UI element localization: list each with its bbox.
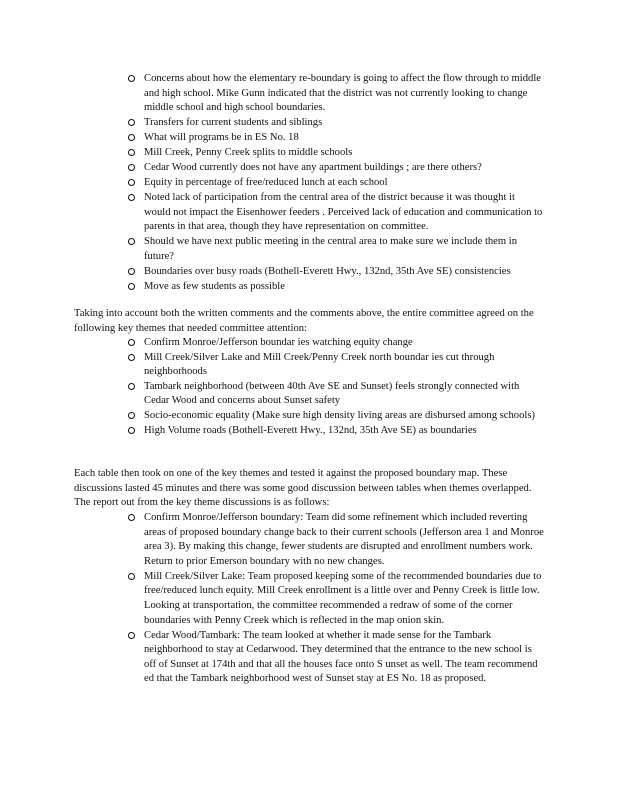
list-item: Confirm Monroe/Jefferson boundary: Team did some refinement which included reverting areas of proposed boundary change back to their current schools (Jefferson area 1 and Monroe area 3). By making this change, fewer students are disrupted and enrollment numbers work. Return to prior Emerson boundary with no new changes. — [144, 511, 544, 569]
bullet-icon — [128, 134, 135, 141]
list-item: Mill Creek/Silver Lake: Team proposed keeping some of the recommended boundaries due to free/reduced lunch equity. Mill Creek enrollment is a little over and Penny Creek is little low. Looking at transportation, the committee recommended a redraw of some of the corner boundaries with Penny Creek which is reflected in the map onion skin. — [144, 570, 544, 628]
bullet-icon — [128, 283, 135, 290]
bullet-icon — [128, 632, 135, 639]
list-item: Cedar Wood currently does not have any apartment buildings ; are there others? — [144, 161, 544, 176]
list-item: Socio-economic equality (Make sure high density living areas are disbursed among schools) — [144, 409, 544, 424]
list-item: Cedar Wood/Tambark: The team looked at whether it made sense for the Tambark neighborhood to stay at Cedarwood. They determined that the entrance to the new school is off of Sunset at 174th and that all the houses face onto S unset as well. The team recommend ed that the Tambark neighborhood west of Sunset stay at ES No. 18 as proposed. — [144, 629, 544, 687]
list-item: Confirm Monroe/Jefferson boundar ies watching equity change — [144, 336, 544, 351]
themes-intro-paragraph: Taking into account both the written comments and the comments above, the entire committee agreed on the following key themes that needed committee attention: — [74, 308, 534, 334]
theme-reports-list — [144, 511, 544, 687]
bullet-icon — [128, 412, 135, 419]
list-item: Boundaries over busy roads (Bothell-Everett Hwy., 132nd, 35th Ave SE) consistencies — [144, 265, 544, 280]
list-item: Transfers for current students and siblings — [144, 116, 544, 131]
bullet-icon — [128, 238, 135, 245]
concerns-list — [144, 72, 544, 295]
bullet-icon — [128, 268, 135, 275]
bullet-icon — [128, 164, 135, 171]
list-item: High Volume roads (Bothell-Everett Hwy., 132nd, 35th Ave SE) as boundaries — [144, 424, 544, 439]
bullet-icon — [128, 573, 135, 580]
bullet-icon — [128, 119, 135, 126]
bullet-icon — [128, 179, 135, 186]
bullet-icon — [128, 383, 135, 390]
list-item: Mill Creek, Penny Creek splits to middle schools — [144, 146, 544, 161]
list-item: Mill Creek/Silver Lake and Mill Creek/Penny Creek north boundar ies cut through neighborhoods — [144, 351, 544, 380]
key-themes-list — [144, 336, 544, 438]
list-item: Equity in percentage of free/reduced lunch at each school — [144, 176, 544, 191]
bullet-icon — [128, 194, 135, 201]
bullet-icon — [128, 427, 135, 434]
list-item: Should we have next public meeting in the central area to make sure we include them in future? — [144, 235, 544, 264]
list-item: Move as few students as possible — [144, 280, 544, 295]
list-item: Noted lack of participation from the central area of the district because it was thought it would not impact the Eisenhower feeders . Perceived lack of education and communication to parents in that area, though they have representation on committee. — [144, 191, 544, 235]
report-intro-paragraph: Each table then took on one of the key themes and tested it against the proposed boundary map. These discussions lasted 45 minutes and there was some good discussion between tables when themes overlapped. The report out from the key theme discussions is as follows: — [74, 468, 532, 509]
list-item: Tambark neighborhood (between 40th Ave SE and Sunset) feels strongly connected with Cedar Wood and concerns about Sunset safety — [144, 380, 544, 409]
list-item: Concerns about how the elementary re-boundary is going to affect the flow through to middle and high school. Mike Gunn indicated that the district was not currently looking to change middle school and high school boundaries. — [144, 72, 544, 116]
bullet-icon — [128, 514, 135, 521]
bullet-icon — [128, 75, 135, 82]
bullet-icon — [128, 149, 135, 156]
list-item: What will programs be in ES No. 18 — [144, 131, 544, 146]
bullet-icon — [128, 339, 135, 346]
bullet-icon — [128, 354, 135, 361]
